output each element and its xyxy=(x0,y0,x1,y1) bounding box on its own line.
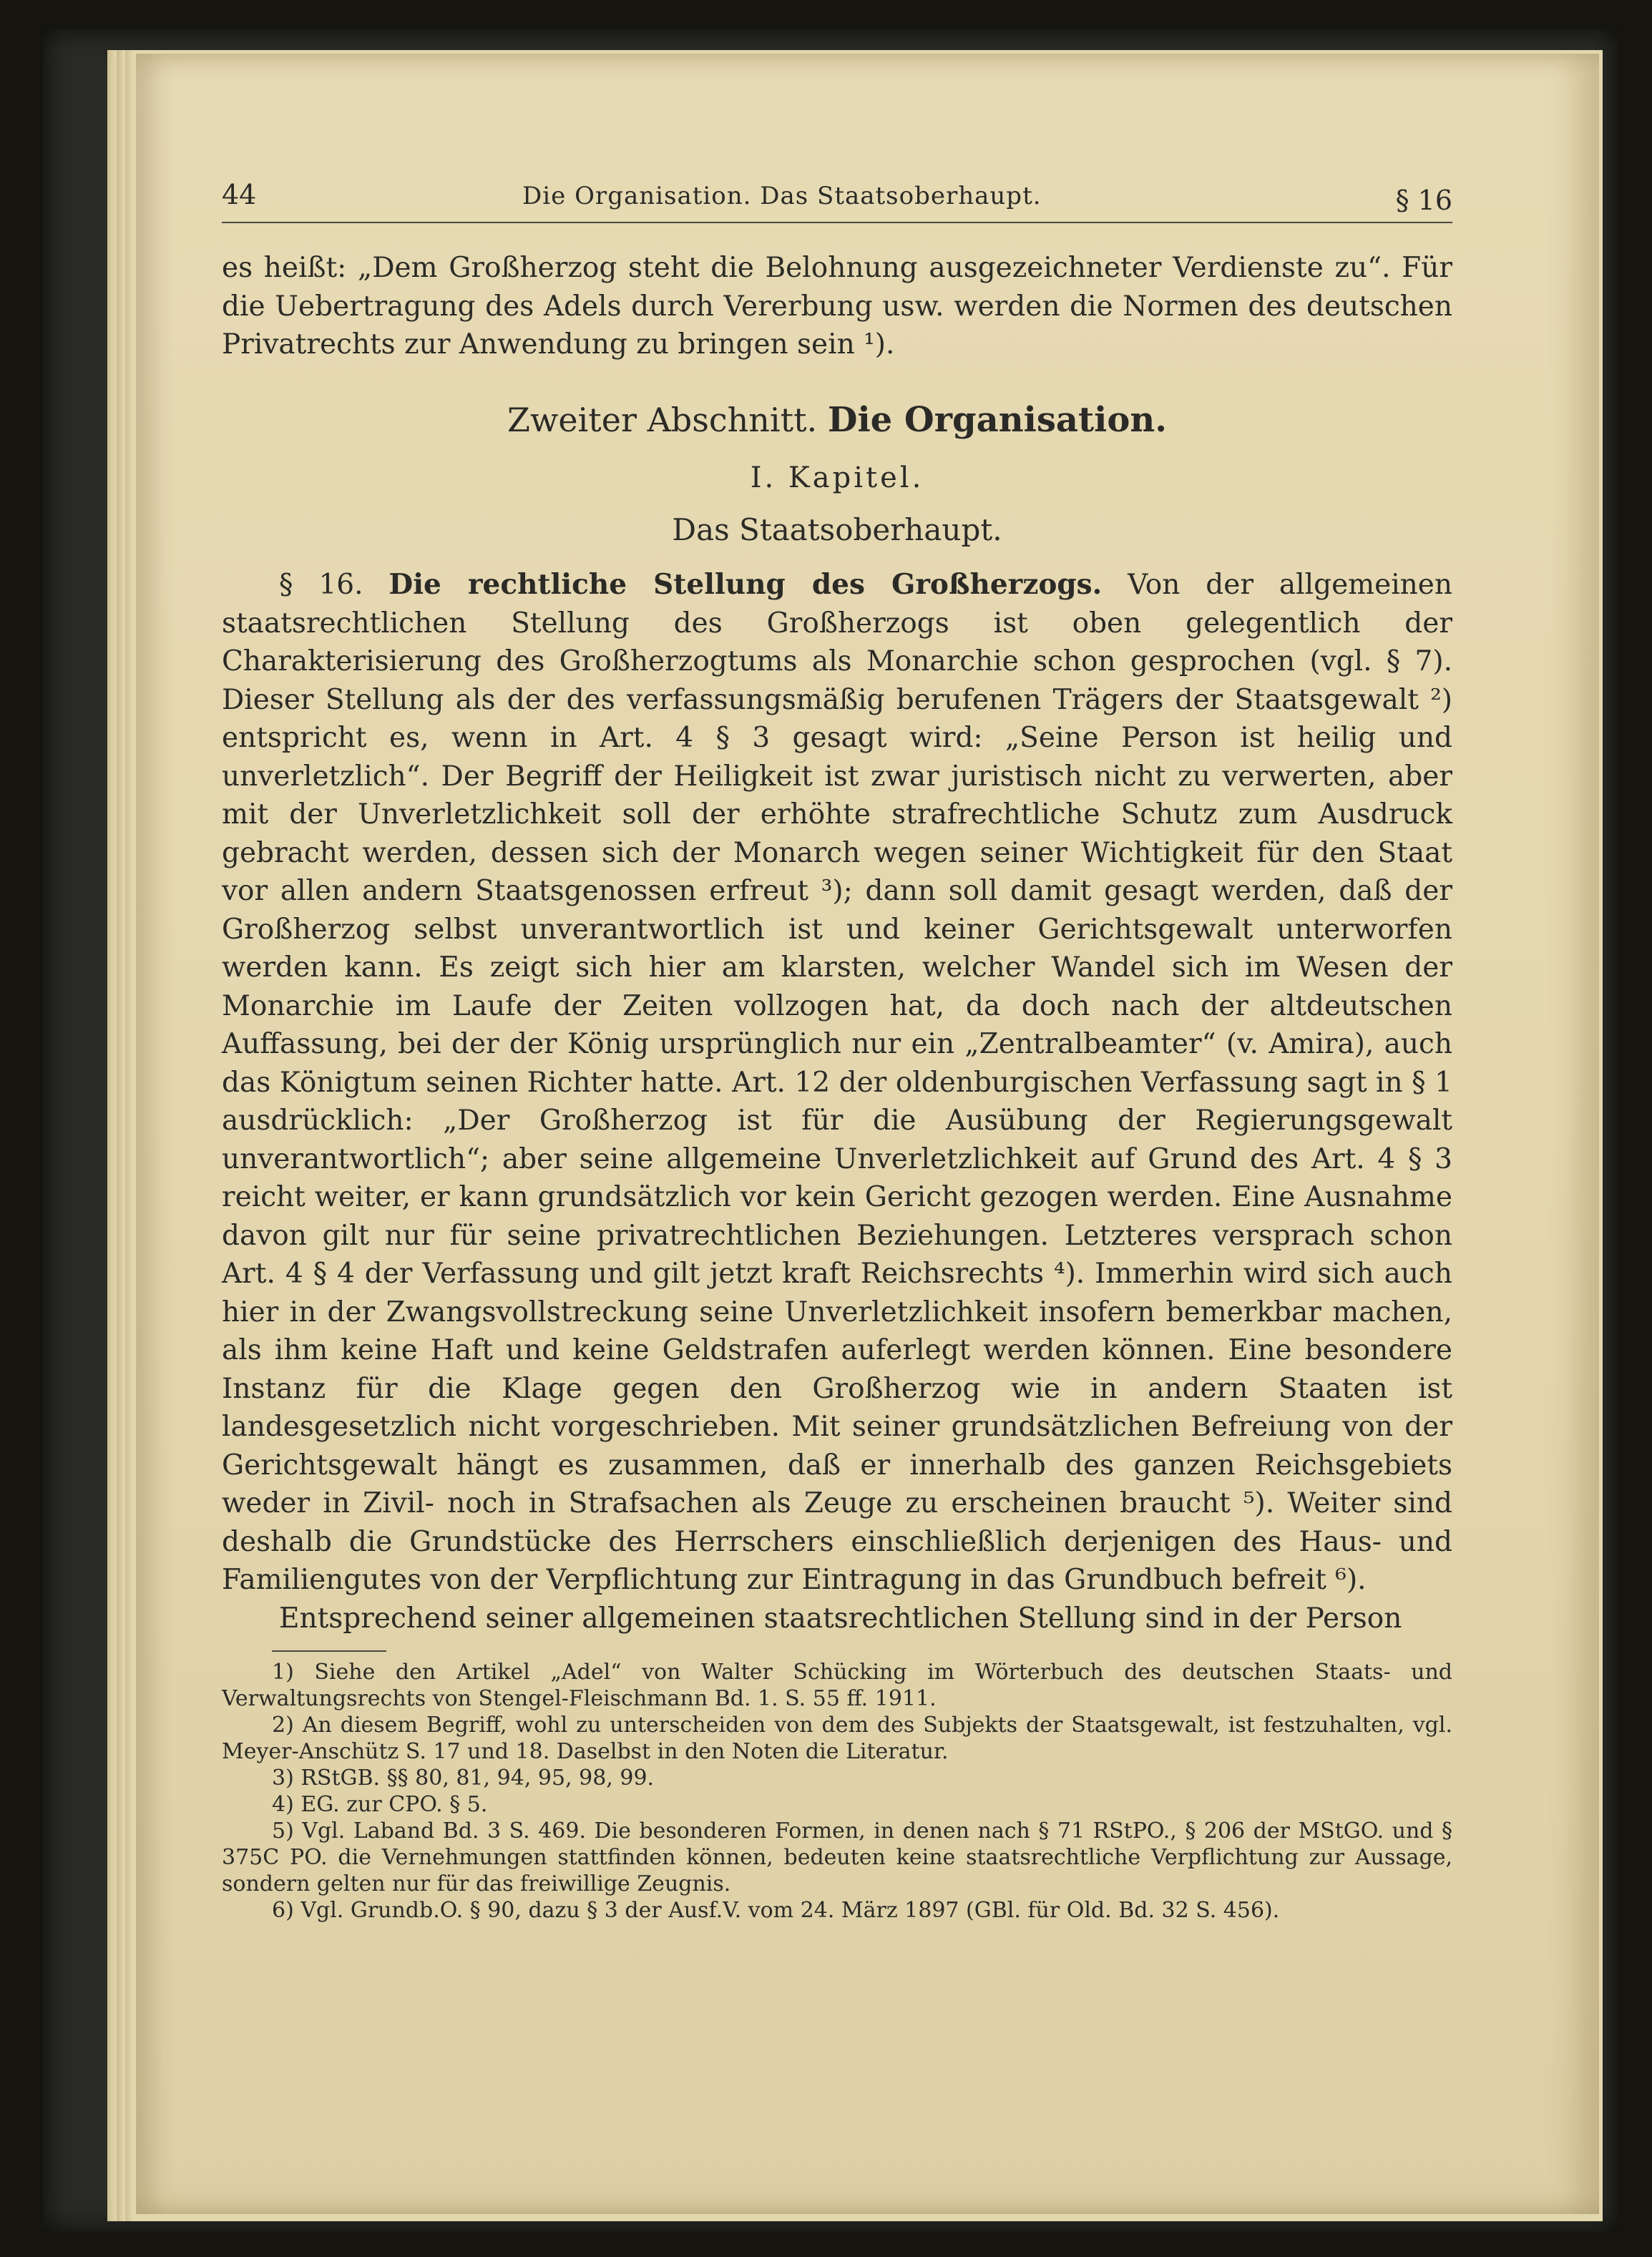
chapter-title: Das Staatsoberhaupt. xyxy=(672,511,1002,547)
part-heading xyxy=(222,401,1452,440)
footnote-3: 3) RStGB. §§ 80, 81, 94, 95, 98, 99. xyxy=(272,1766,655,1791)
section-paragraph xyxy=(222,566,1452,1600)
section-title: Die rechtliche Stellung des Großherzogs. xyxy=(388,568,1103,601)
intro-paragraph: es heißt: „Dem Großherzog steht die Belohnung ausgezeichneter Verdienste zu“. Für die Uebertragung des Adels durch Vererbung usw. werden die Normen des deutschen Privatrechts zur Anwendung zu bringen sein ¹). xyxy=(222,252,1452,361)
continuation-paragraph: Entsprechend seiner allgemeinen staatsrechtlichen Stellung sind in der Person xyxy=(279,1602,1402,1635)
footnote-1: 1) Siehe den Artikel „Adel“ von Walter Schücking im Wörterbuch des deutschen Staats- und Verwaltungsrechts von Stengel-Fleischmann Bd. 1. S. 55 ff. 1911. xyxy=(222,1660,1452,1711)
page-content xyxy=(222,179,1452,1967)
part-title: Die Organisation. xyxy=(827,399,1167,440)
footnote-4: 4) EG. zur CPO. § 5. xyxy=(272,1792,488,1817)
running-title: Die Organisation. Das Staatsoberhaupt. xyxy=(522,182,1042,210)
body-text xyxy=(222,249,1452,1924)
section-text: Von der allgemeinen staatsrechtlichen Stellung des Großherzogs ist oben gelegentlich der Charakterisierung des Großherzogtums als Monarchie schon gesprochen (vgl. § 7). Dieser Stellung als der des verfassungsmäßig berufenen Trägers der Staatsgewalt ²) entspricht es, wenn in Art. 4 § 3 gesagt wird: „Seine Person ist heilig und unverletzlich“. Der Begriff der Heiligkeit ist zwar juristisch nicht zu verwerten, aber mit der Unverletzlichkeit soll der erhöhte strafrechtliche Schutz zum Ausdruck gebracht werden, dessen sich der Monarch wegen seiner Wichtigkeit für den Staat vor allen andern Staatsgenossen erfreut ³); dann soll damit gesagt werden, daß der Großherzog selbst unverantwortlich ist und keiner Gerichtsgewalt unterworfen werden kann. Es zeigt sich hier am klarsten, welcher Wandel sich im Wesen der Monarchie im Laufe der Zeiten vollzogen hat, da doch nach der altdeutschen Auffassung, bei der der König ursprünglich nur ein „Zentralbeamter“ (v. Amira), auch das Königtum seinen Richter hatte. Art. 12 der oldenburgischen Verfassung sagt in § 1 ausdrücklich: „Der Großherzog ist für die Ausübung der Regierungsgewalt unverantwortlich“; aber seine allgemeine Unverletzlichkeit auf Grund des Art. 4 § 3 reicht weiter, er kann grundsätzlich vor kein Gericht gezogen werden. Eine Ausnahme davon gilt nur für seine privatrechtlichen Beziehungen. Letzteres versprach schon Art. 4 § 4 der Verfassung und gilt jetzt kraft Reichsrechts ⁴). Immerhin wird sich auch hier in der Zwangsvollstreckung seine Unverletzlichkeit insofern bemerkbar machen, als ihm keine Haft und keine Geldstrafen auferlegt werden können. Eine besondere Instanz für die Klage gegen den Großherzog wie in andern Staaten ist landesgesetzlich nicht vorgeschrieben. Mit seiner grundsätzlichen Befreiung von der Gerichtsgewalt hängt es zusammen, daß er innerhalb des ganzen Reichsgebiets weder in Zivil- noch in Strafsachen als Zeuge zu erscheinen braucht ⁵). Weiter sind deshalb die Grundstücke des Herrschers einschließlich derjenigen des Haus- und Familiengutes von der Verpflichtung zur Eintragung in das Grundbuch befreit ⁶). xyxy=(222,569,1453,1596)
footnote-2: 2) An diesem Begriff, wohl zu unterscheiden von dem des Subjekts der Staatsgewalt, ist festzuhalten, vgl. Meyer-Anschütz S. 17 und 18. Daselbst in den Noten die Literatur. xyxy=(222,1713,1452,1764)
page-header xyxy=(222,179,1452,223)
page-number: 44 xyxy=(222,179,257,210)
section-number: § 16. xyxy=(279,569,363,601)
chapter-heading: I. Kapitel. xyxy=(750,461,924,494)
footnote-rule xyxy=(272,1650,386,1652)
part-label: Zweiter Abschnitt. xyxy=(507,400,818,439)
footnotes xyxy=(222,1659,1452,1924)
footnote-5: 5) Vgl. Laband Bd. 3 S. 469. Die besonderen Formen, in denen nach § 71 RStPO., § 206 der MStGO. und § 375C PO. die Vernehmungen stattfinden können, bedeuten keine staatsrechtliche Verpflichtung zur Aussage, sondern gelten nur für das freiwillige Zeugnis. xyxy=(222,1818,1452,1896)
footnote-6: 6) Vgl. Grundb.O. § 90, dazu § 3 der Ausf.V. vom 24. März 1897 (GBl. für Old. Bd. 32 S. 456). xyxy=(272,1898,1280,1923)
section-reference: § 16 xyxy=(1395,185,1452,216)
